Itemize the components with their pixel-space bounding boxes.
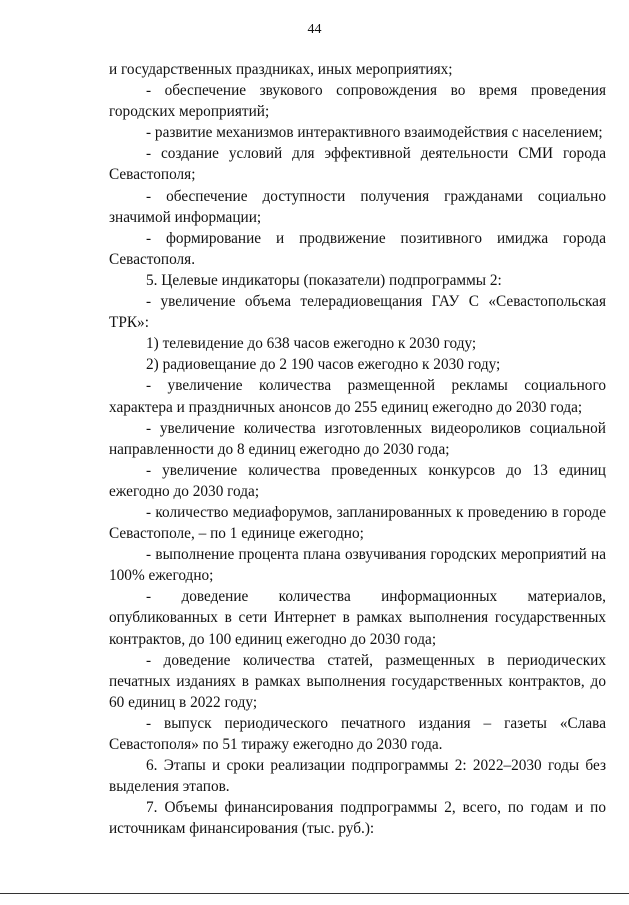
paragraph: - выполнение процента плана озвучивания городских мероприятий на 100% ежегодно;	[109, 546, 606, 585]
page-number: 44	[307, 22, 322, 37]
paragraph: - обеспечение доступности получения гражданами социально значимой информации;	[109, 187, 606, 226]
list-item: 2) радиовещание до 2 190 часов ежегодно к 2030 году;	[146, 356, 501, 374]
paragraph: - увеличение количества изготовленных видеороликов социальной направленности до 8 единиц ежегодно до 2030 года;	[109, 419, 606, 458]
paragraph: - формирование и продвижение позитивного имиджа города Севастополя.	[109, 229, 606, 268]
paragraph: - увеличение количества проведенных конкурсов до 13 единиц ежегодно до 2030 года;	[109, 461, 606, 500]
paragraph: - обеспечение звукового сопровождения во время проведения городских мероприятий;	[109, 82, 606, 121]
list-item: 1) телевидение до 638 часов ежегодно к 2030 году;	[146, 335, 477, 353]
paragraph: - доведение количества статей, размещенных в периодических печатных изданиях в рамках выполнения государственных контрактов, до 60 единиц в 2022 году;	[109, 651, 606, 711]
paragraph: - развитие механизмов интерактивного взаимодействия с населением;	[146, 124, 603, 142]
section-heading: 6. Этапы и сроки реализации подпрограммы 2: 2022–2030 годы без выделения этапов.	[109, 757, 606, 796]
paragraph: и государственных праздниках, иных мероприятиях;	[109, 61, 453, 78]
paragraph: - доведение количества информационных материалов, опубликованных в сети Интернет в рамках выполнения государственных контрактов, до 100 единиц ежегодно до 2030 года;	[109, 588, 606, 648]
paragraph: - увеличение объема телерадиовещания ГАУ С «Севастопольская ТРК»:	[109, 293, 606, 332]
document-body	[109, 59, 606, 839]
section-heading: 5. Целевые индикаторы (показатели) подпрограммы 2:	[146, 271, 502, 289]
paragraph: - выпуск периодического печатного издания – газеты «Слава Севастополя» по 51 тиражу ежегодно до 2030 года.	[109, 714, 606, 753]
paragraph: - количество медиафорумов, запланированных к проведению в городе Севастополе, – по 1 единице ежегодно;	[109, 503, 606, 543]
paragraph: - увеличение количества размещенной рекламы социального характера и праздничных анонсов до 255 единиц ежегодно до 2030 года;	[109, 377, 606, 416]
section-heading: 7. Объемы финансирования подпрограммы 2, всего, по годам и по источникам финансирования (тыс. руб.):	[109, 799, 606, 838]
paragraph: - создание условий для эффективной деятельности СМИ города Севастополя;	[109, 145, 606, 184]
footer-divider	[0, 893, 629, 894]
